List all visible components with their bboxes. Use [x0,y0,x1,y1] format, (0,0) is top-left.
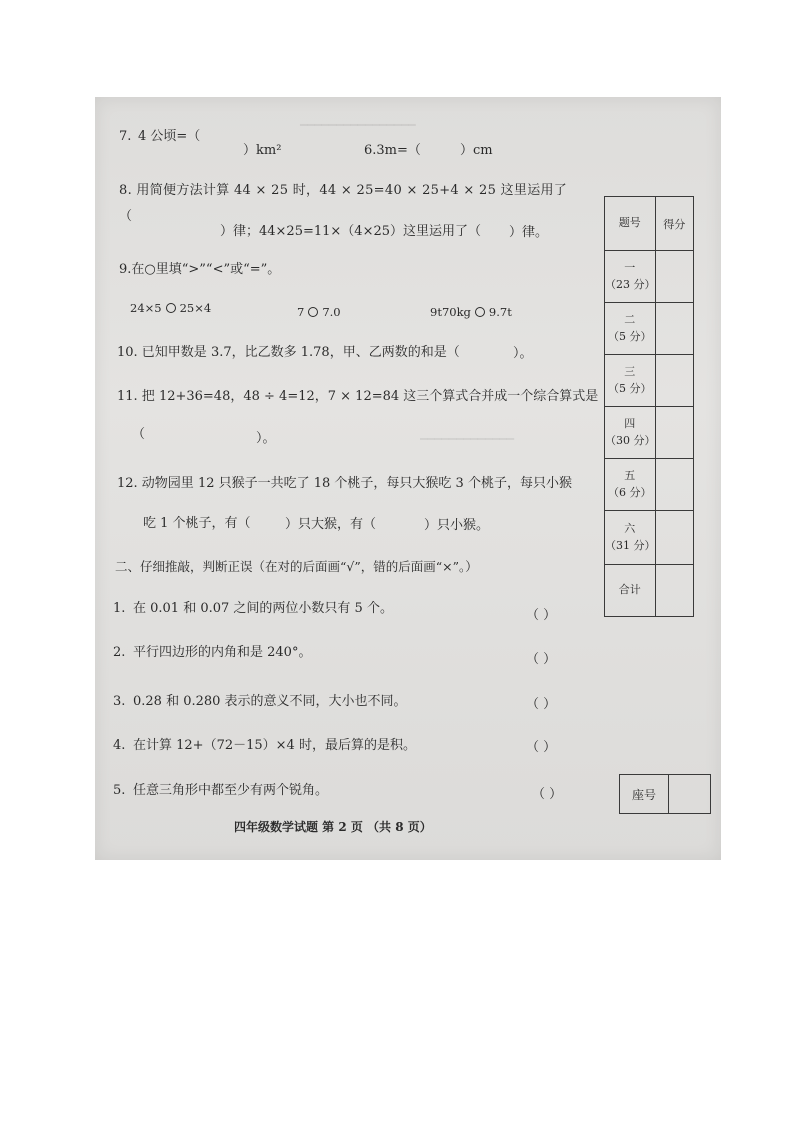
q12-line2-a: 吃 1 个桃子，有（ [143,516,251,531]
score-cell[interactable] [655,251,693,303]
score-row-1 [605,251,656,303]
score-cell[interactable] [655,459,693,511]
score-row-name: 二 [624,313,636,326]
score-row-6 [605,511,656,565]
score-total-cell[interactable] [655,565,693,617]
q9-item-a [130,303,211,315]
score-row-name: 六 [624,522,636,535]
judgement-2-num: 2. [113,645,126,660]
score-total-label: 合计 [605,565,656,617]
q9-c-right: 9.7t [488,305,512,319]
seat-number-box [619,774,711,814]
judgement-1-num: 1. [113,601,126,616]
score-row-points: （5 分） [608,381,652,395]
q8-line1: 8. 用简便方法计算 44 × 25 时，44 × 25=40 × 25+4 × 25 这里运用了 [119,183,568,198]
score-row-points: （23 分） [605,277,656,291]
q9-a-left: 24×5 [130,301,162,315]
q10-text: 10. 已知甲数是 3.7，比乙数多 1.78，甲、乙两数的和是（ [117,345,460,360]
q9-instruction: 9.在○里填“>”“<”或“=”。 [119,262,281,277]
score-row-4 [605,407,656,459]
score-row-name: 五 [624,469,636,482]
q9-c-left: 9t70kg [430,305,471,319]
score-row-name: 一 [624,261,636,274]
judgement-5-text: 任意三角形中都至少有两个锐角。 [133,783,329,798]
score-row-points: （5 分） [608,329,652,343]
score-row-name: 四 [624,417,636,430]
score-row-2 [605,303,656,355]
q9-item-c [430,307,512,319]
q12-line1: 12. 动物园里 12 只猴子一共吃了 18 个桃子，每只大猴吃 3 个桃子，每只小猴 [117,476,572,491]
judgement-4-text: 在计算 12+（72－15）×4 时，最后算的是积。 [133,738,416,753]
bleed-through: ━━━━━━━━━━━━━ [420,432,514,446]
judgement-1-text: 在 0.01 和 0.07 之间的两位小数只有 5 个。 [133,601,393,616]
seat-label: 座号 [620,775,669,814]
q10-tail: ）。 [513,346,533,361]
score-table [604,196,694,617]
judgement-4-num: 4. [113,738,126,753]
q9-b-right: 7.0 [322,305,341,319]
q9-a-right: 25×4 [179,301,212,315]
judgement-3-answer[interactable]: （ ） [526,697,557,712]
score-cell[interactable] [655,407,693,459]
score-row-points: （30 分） [605,433,656,447]
q8-line2-a: （ [119,209,133,224]
judgement-2-answer[interactable]: （ ） [526,652,557,667]
compare-circle[interactable] [308,307,318,317]
bleed-through: ━━━━━━━━━━━━━━━━ [300,118,416,132]
q8-line2-b: ）律；44×25=11×（4×25）这里运用了（ [220,224,482,239]
q7-label: 7. [119,129,132,144]
q7-text-c: 6.3m=（ [364,143,421,158]
seat-number-cell[interactable] [669,775,711,814]
judgement-1-answer[interactable]: （ ） [526,608,557,623]
q7-text-d: ）cm [460,143,493,158]
score-cell[interactable] [655,511,693,565]
score-header-question: 题号 [605,197,656,251]
judgement-3-text: 0.28 和 0.280 表示的意义不同，大小也不同。 [133,694,407,709]
judgement-5-answer[interactable]: （ ） [532,787,563,802]
q8-line2-c: ）律。 [509,225,549,240]
score-row-3 [605,355,656,407]
score-row-name: 三 [624,365,636,378]
score-row-points: （6 分） [608,485,652,499]
q12-line2-c: ）只小猴。 [424,518,490,533]
score-row-5 [605,459,656,511]
score-header-score: 得分 [655,197,693,251]
q11-line2-a: （ [132,427,146,442]
q9-item-b [297,307,341,319]
score-cell[interactable] [655,303,693,355]
score-cell[interactable] [655,355,693,407]
score-row-points: （31 分） [605,538,656,552]
compare-circle[interactable] [166,303,176,313]
q12-line2-b: ）只大猴，有（ [285,517,377,532]
judgement-4-answer[interactable]: （ ） [526,740,557,755]
q7-text-a: 4 公顷=（ [138,129,201,144]
judgement-5-num: 5. [113,783,126,798]
q11-line2-b: ）。 [256,431,276,446]
judgement-2-text: 平行四边形的内角和是 240°。 [133,645,312,660]
judgement-3-num: 3. [113,694,126,709]
q7-text-b: ）km² [243,143,282,158]
q9-b-left: 7 [297,305,305,319]
q11-line1: 11. 把 12+36=48，48 ÷ 4=12，7 × 12=84 这三个算式合并成一个综合算式是 [117,389,599,404]
page-footer: 四年级数学试题 第 2 页 （共 8 页） [234,820,432,834]
section2-title: 二、仔细推敲，判断正误（在对的后面画“√”，错的后面画“×”。） [115,559,478,574]
compare-circle[interactable] [475,307,485,317]
